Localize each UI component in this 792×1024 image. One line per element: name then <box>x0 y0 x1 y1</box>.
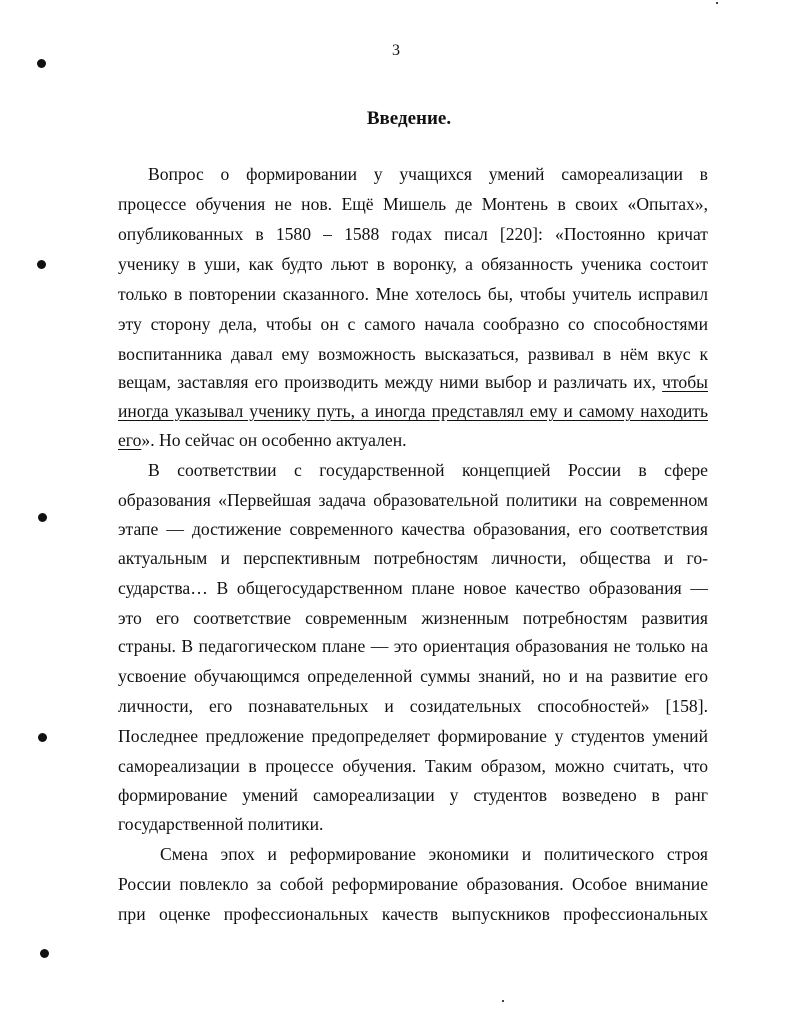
binding-hole-mark <box>38 513 47 522</box>
text-line: В соответствии с государственной концепцией России в сфере <box>148 460 708 480</box>
text-line: актуальным и перспективным потребностям личности, общества и го- <box>118 548 708 568</box>
text-line: Вопрос о формировании у учащихся умений самореализации в <box>148 164 708 184</box>
binding-hole-mark <box>37 260 46 269</box>
binding-hole-mark <box>38 733 47 742</box>
text-line: Смена эпох и реформирование экономики и политического строя <box>160 844 708 864</box>
text-line <box>118 370 708 394</box>
text-line: сударства… В общегосударственном плане новое качество образования — <box>118 578 708 598</box>
text-line: личности, его познавательных и созидательных способностей» [158]. <box>118 696 708 716</box>
text-line: воспитанника давал ему возможность высказаться, развивал в нём вкус к <box>118 344 708 364</box>
text-span: вещам, заставляя его производить между ними выбор и различать их, <box>118 372 663 392</box>
text-line: эту сторону дела, чтобы он с самого начала сообразно со способностями <box>118 314 708 334</box>
text-span: ». Но сейчас он особенно актуален. <box>141 430 407 450</box>
page-number: 3 <box>392 42 400 59</box>
binding-hole-mark <box>40 949 49 958</box>
text-line: усвоение обучающимся определенной суммы знаний, но и на развитие его <box>118 666 708 686</box>
text-line: страны. В педагогическом плане — это ориентация образования не только на <box>118 636 708 656</box>
underlined-text: иногда указывал ученику путь, а иногда представлял ему и самому находить <box>118 401 708 421</box>
text-line: этапе — достижение современного качества образования, его соответствия <box>118 519 708 539</box>
text-line: Последнее предложение предопределяет формирование у студентов умений <box>118 726 708 746</box>
underlined-text: чтобы <box>662 372 708 392</box>
binding-hole-mark <box>37 59 46 68</box>
text-line <box>118 428 708 452</box>
scan-speck <box>716 2 718 4</box>
text-line: ученику в уши, как будто льют в воронку, а обязанность ученика состоит <box>118 254 708 274</box>
text-line: при оценке профессиональных качеств выпускников профессиональных <box>118 904 708 924</box>
text-line <box>118 399 708 423</box>
underlined-text: его <box>118 430 142 450</box>
text-line: образования «Первейшая задача образовательной политики на современном <box>118 490 708 510</box>
text-line: государственной политики. <box>118 814 324 834</box>
text-line: процессе обучения не нов. Ещё Мишель де Монтень в своих «Опытах», <box>118 194 708 214</box>
text-line: только в повторении сказанного. Мне хотелось бы, чтобы учитель исправил <box>118 284 708 304</box>
text-line: России повлекло за собой реформирование образования. Особое внимание <box>118 874 708 894</box>
text-line: самореализации в процессе обучения. Таким образом, можно считать, что <box>118 756 708 776</box>
scan-speck <box>502 1000 504 1002</box>
text-line: опубликованных в 1580 – 1588 годах писал [220]: «Постоянно кричат <box>118 224 708 244</box>
text-line: это его соответствие современным жизненным потребностям развития <box>118 608 708 628</box>
page-title: Введение. <box>366 108 452 129</box>
text-line: формирование умений самореализации у студентов возведено в ранг <box>118 785 708 805</box>
